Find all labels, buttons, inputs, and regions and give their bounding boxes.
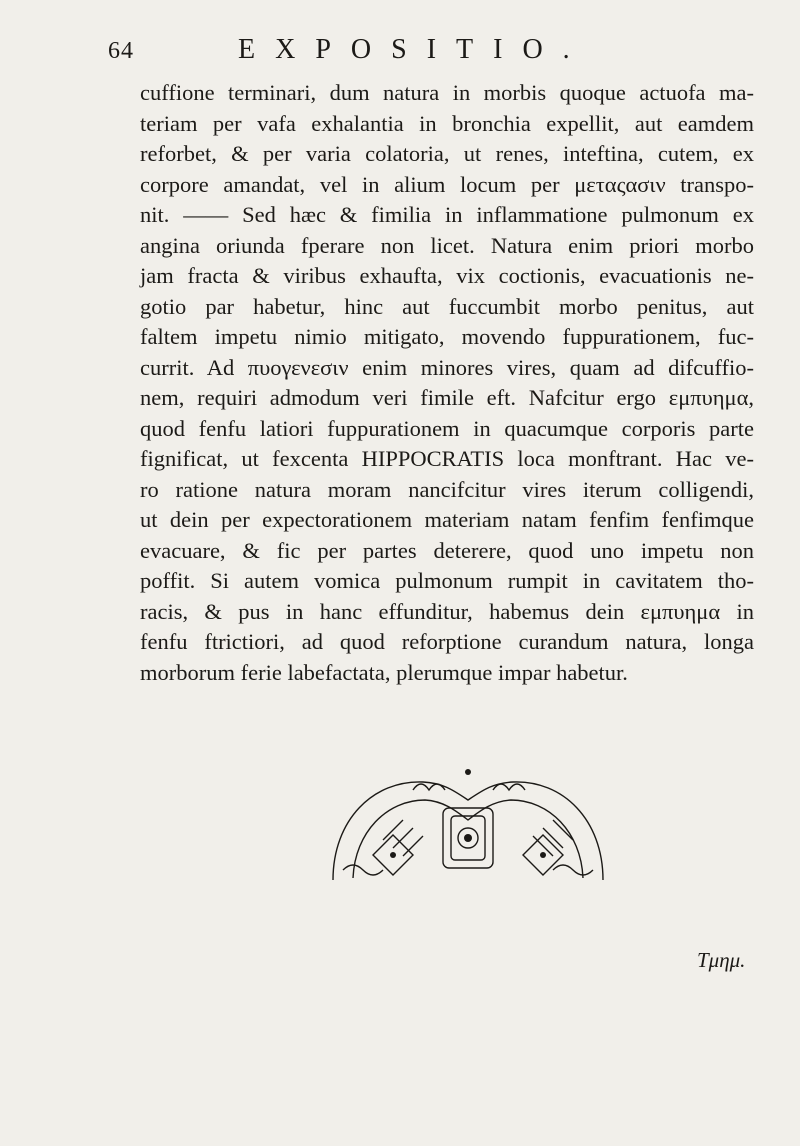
- text-line: poffit. Si autem vomica pulmonum rumpit in cavitatem tho-: [140, 568, 754, 593]
- text-line: corpore amandat, vel in alium locum per μεταςασιν transpo-: [140, 171, 754, 197]
- text-line: faltem impetu nimio mitigato, movendo fuppurationem, fuc-: [140, 324, 754, 349]
- page-number: 64: [108, 38, 134, 64]
- text-line: jam fracta & viribus exhaufta, vix coctionis, evacuationis ne-: [140, 263, 754, 288]
- text-line: evacuare, & fic per partes deterere, quod uno impetu non: [140, 537, 754, 563]
- catchword: Tμημ.: [697, 948, 746, 972]
- text-line: fignificat, ut fexcenta HIPPOCRATIS loca monftrant. Hac ve-: [140, 446, 754, 471]
- text-line: angina oriunda fperare non licet. Natura enim priori morbo: [140, 232, 754, 258]
- running-title: EXPOSITIO.: [238, 34, 590, 65]
- text-line: ut dein per expectorationem materiam natam fenfim fenfimque: [140, 507, 754, 532]
- text-line: nit. —— Sed hæc & fimilia in inflammatione pulmonum ex: [140, 202, 754, 227]
- text-line: quod fenfu latiori fuppurationem in quacumque corporis parte: [140, 415, 754, 441]
- text-line: nem, requiri admodum veri fimile eft. Nafcitur ergo εμπυημα,: [140, 385, 754, 410]
- text-line: currit. Ad πυογενεσιν enim minores vires, quam ad difcuffio-: [140, 354, 754, 380]
- text-line: teriam per vafa exhalantia in bronchia expellit, aut eamdem: [140, 110, 754, 136]
- text-line: reforbet, & per varia colatoria, ut renes, inteftina, cutem, ex: [140, 141, 754, 166]
- text-line: morborum ferie labefactata, plerumque impar habetur.: [140, 659, 628, 685]
- text-line: ro ratione natura moram nancifcitur vires iterum colligendi,: [140, 476, 754, 502]
- page-header: [108, 28, 748, 72]
- text-line: racis, & pus in hanc effunditur, habemus dein εμπυημα in: [140, 598, 754, 624]
- decorative-vignette-ornament: [313, 760, 623, 890]
- text-line: fenfu ftrictiori, ad quod reforptione curandum natura, longa: [140, 629, 754, 654]
- text-line: gotio par habetur, hinc aut fuccumbit morbo penitus, aut: [140, 293, 754, 319]
- main-text-block: [140, 78, 754, 688]
- text-line: cuffione terminari, dum natura in morbis quoque actuofa ma-: [140, 80, 754, 105]
